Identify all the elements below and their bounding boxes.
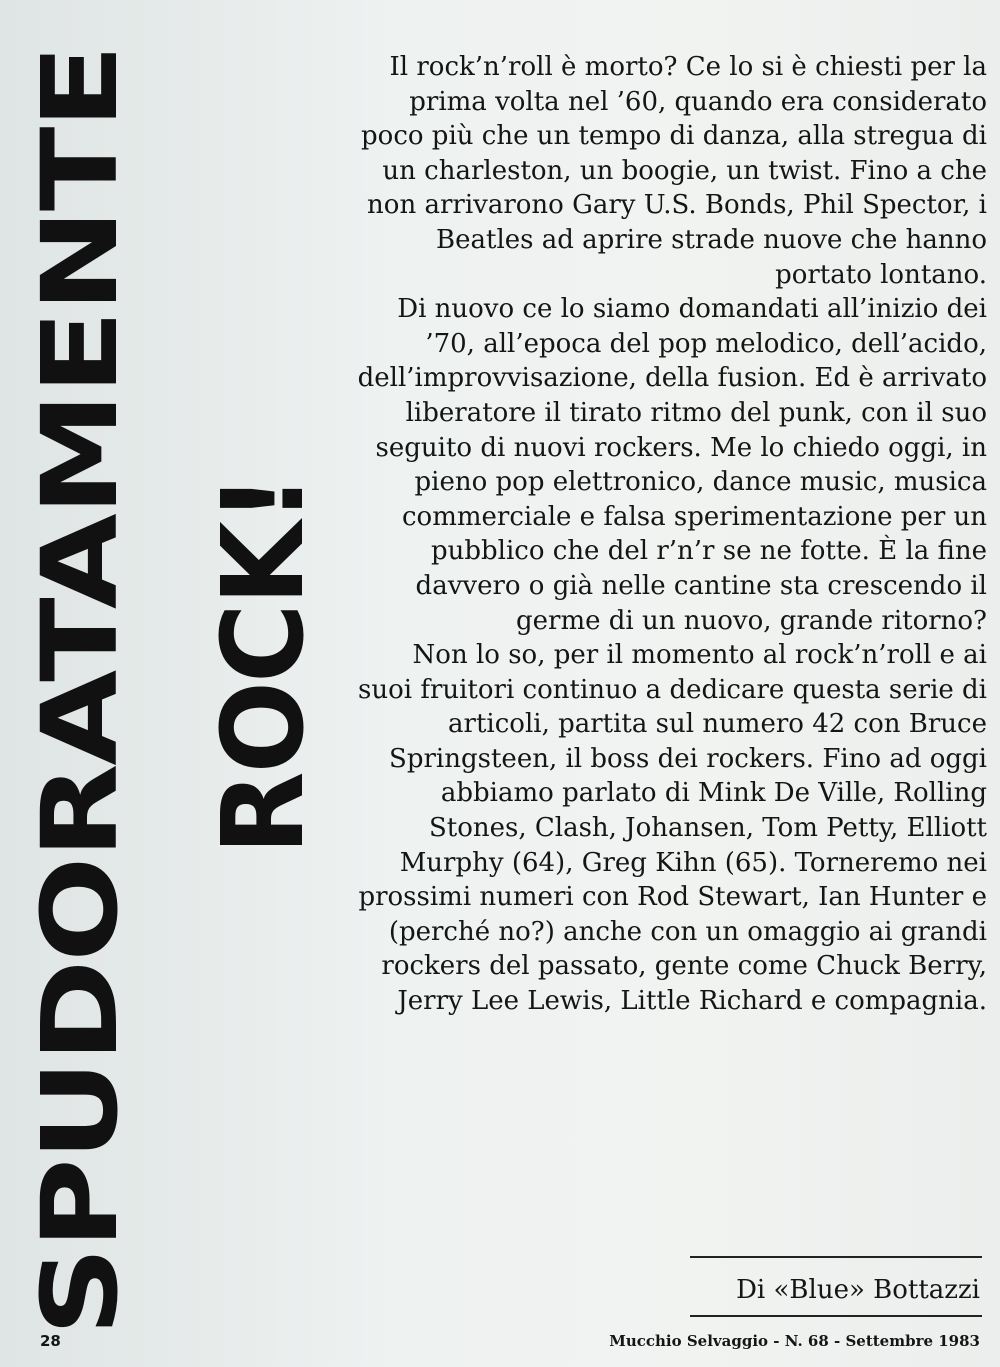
magazine-footer: Mucchio Selvaggio - N. 68 - Settembre 1983 <box>609 1332 980 1350</box>
page-number: 28 <box>40 1332 61 1350</box>
byline: Di «Blue» Bottazzi <box>736 1275 980 1305</box>
byline-rule-bottom <box>690 1315 982 1317</box>
article-paragraph-3: Non lo so, per il momento al rock’n’roll e ai suoi fruitori continuo a dedicare questa serie di articoli, partita sul numero 42 con Bruce Springsteen, il boss dei rockers. Fino ad oggi abbiamo parlato di Mink De Ville, Rolling Stones, Clash, Johansen, Tom Petty, Elliott Murphy (64), Greg Kihn (65). Torneremo nei prossimi numeri con Rod Stewart, Ian Hunter e (perché no?) anche con un omaggio ai grandi rockers del passato, gente come Chuck Berry, Jerry Lee Lewis, Little Richard e compagnia. <box>358 640 987 1017</box>
byline-rule-top <box>690 1256 982 1258</box>
article-paragraph-2: Di nuovo ce lo siamo domandati all’inizio dei ’70, all’epoca del pop melodico, dell’acido, dell’improvvisazione, della fusion. Ed è arrivato liberatore il tirato ritmo del punk, con il suo seguito di nuovi rockers. Me lo chiedo oggi, in pieno pop elettronico, dance music, musica commerciale e falsa sperimentazione per un pubblico che del r’n’r se ne fotte. È la fine davvero o già nelle cantine sta crescendo il germe di un nuovo, grande ritorno? <box>357 294 987 636</box>
article-paragraph-1: Il rock’n’roll è morto? Ce lo si è chiesti per la prima volta nel ’60, quando era considerato poco più che un tempo di danza, alla stregua di un charleston, un boogie, un twist. Fino a che non arrivarono Gary U.S. Bonds, Phil Spector, i Beatles ad aprire strade nuove che hanno portato lontano. <box>361 52 987 290</box>
headline-spudoratamente: SPUDORATAMENTE <box>19 46 141 1336</box>
article-body <box>352 50 987 1019</box>
headline-rock: ROCK! <box>199 475 329 855</box>
